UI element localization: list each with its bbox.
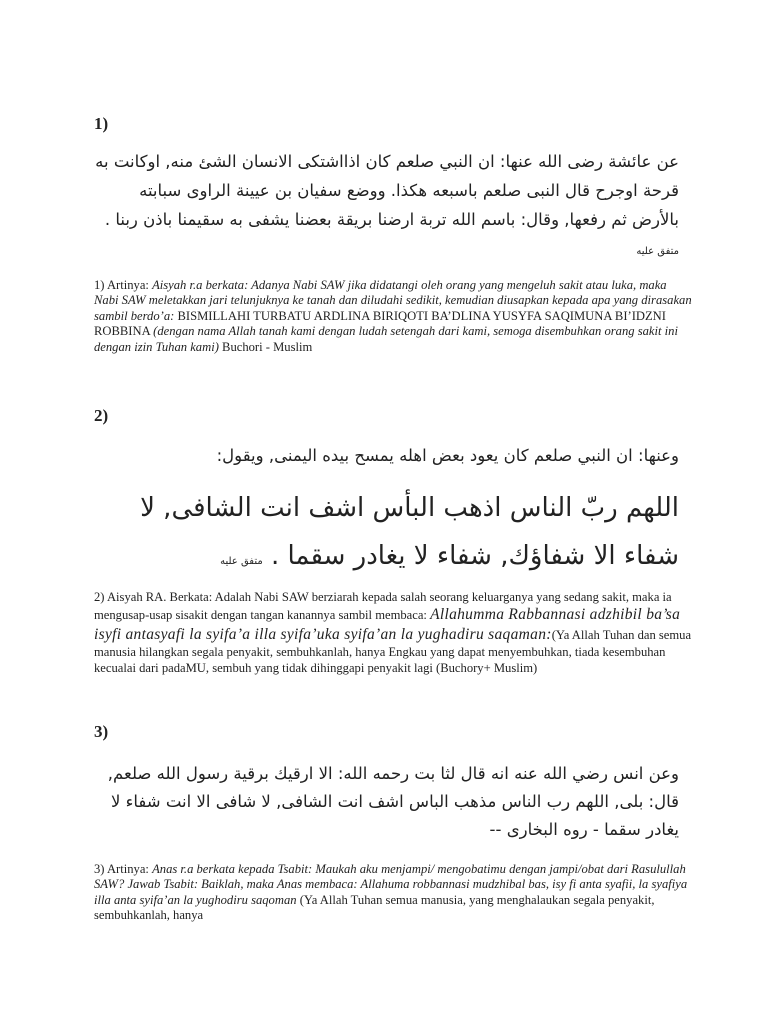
arabic-source-2: متفق عليه (220, 556, 263, 567)
translation-meaning-1: (dengan nama Allah tanah kami dengan ludah setengah dari kami, semoga disembuhkan orang sakit ini dengan izin Tuhan kami) (94, 324, 678, 354)
section-number-1: 1) (94, 114, 109, 133)
arabic-source-1: متفق عليه (636, 246, 679, 257)
arabic-intro-2: وعنها: ان النبي صلعم كان يعود بعض اهله يمسح بيده اليمنى, ويقول: (216, 446, 679, 465)
translation-2 (94, 590, 694, 676)
translation-italic-3: Anas r.a berkata kepada Tsabit: Maukah aku menjampi/ mengobatimu dengan jampi/obat dari Rasulullah SAW? Jawab Tsabit: Baiklah, maka Anas membaca: Allahuma robbannasi mudzhibal bas, isy fi anta syafii, la syafiya illa anta syifa’an la yughodiru saqoman (94, 862, 688, 907)
translation-label-3: 3) Artinya: (94, 862, 149, 876)
translation-source-1: Buchori - Muslim (222, 339, 313, 354)
translation-1 (94, 278, 694, 355)
translation-meaning-3: (Ya Allah Tuhan semua manusia, yang menghalaukan segala penyakit, sembuhkanlah, hanya (94, 892, 655, 923)
arabic-hadith-1-text: عن عائشة رضى الله عنها: ان النبي صلعم كان اذااشتكى الانسان الشئ منه, اوكانت به قرحة اوجرح قال النبى صلعم باسبعه هكذا. ووضع سفيان بن عيينة الراوى سبابته بالأرض ثم رفعها, وقال: باسم الله تربة ارضنا بريقة بعضنا يشفى به سقيمنا باذن ربنا . (95, 152, 679, 229)
section-number-3: 3) (94, 722, 109, 741)
arabic-hadith-3: وعن انس رضي الله عنه انه قال لثا بت رحمه الله: الا ارقيك برقية رسول الله صلعم, قال: بلى, اللهم رب الناس مذهب الباس اشف انت الشافى, لا شافى الا انت شفاء لا يغادر سقما - روه البخارى -- (107, 764, 679, 839)
section-number-2: 2) (94, 406, 109, 425)
translation-dua-2: Allahumma Rabbannasi adzhibil ba’sa isyfi antasyafi la syifa’a illa syifa’uka syifa’an la yughadiru saqaman: (94, 606, 681, 644)
translation-meaning-2: (Ya Allah Tuhan dan semua manusia hilangkan segala penyakit, sembuhkanlah, hanya Engkau yang dapat menyembuhkan, tiada kesembuhan kecualai dari padaMU, sembuh yang tidak dihinggapi penyakit lagi (Buchory+ Muslim) (94, 628, 692, 675)
arabic-hadith-1 (94, 147, 679, 266)
translation-dua-1: BISMILLAHI TURBATU ARDLINA BIRIQOTI BA’DLINA YUSYFA SAQIMUNA BI’IDZNI ROBBINA (94, 308, 666, 339)
translation-italic-1: Aisyah r.a berkata: Adanya Nabi SAW jika didatangi oleh orang yang mengeluh sakit atau luka, maka Nabi SAW meletakkan jari telunjuknya ke tanah dan diludahi sedikit, kemudian diusapkan kepada apa yang dirasakan sambil berdo’a: (94, 278, 692, 323)
translation-intro-2: 2) Aisyah RA. Berkata: Adalah Nabi SAW berziarah kepada salah seorang keluarganya yang sedang sakit, maka ia mengusap-usap sisakit dengan tangan kanannya sambil membaca: (94, 590, 672, 623)
arabic-dua-2 (94, 484, 679, 586)
translation-3 (94, 862, 694, 924)
translation-label-1: 1) Artinya: (94, 278, 149, 292)
arabic-dua-2-text: اللهم ربّ الناس اذهب البأس اشف انت الشافى, لا شفاء الا شفاؤك, شفاء لا يغادر سقما . (140, 493, 679, 571)
